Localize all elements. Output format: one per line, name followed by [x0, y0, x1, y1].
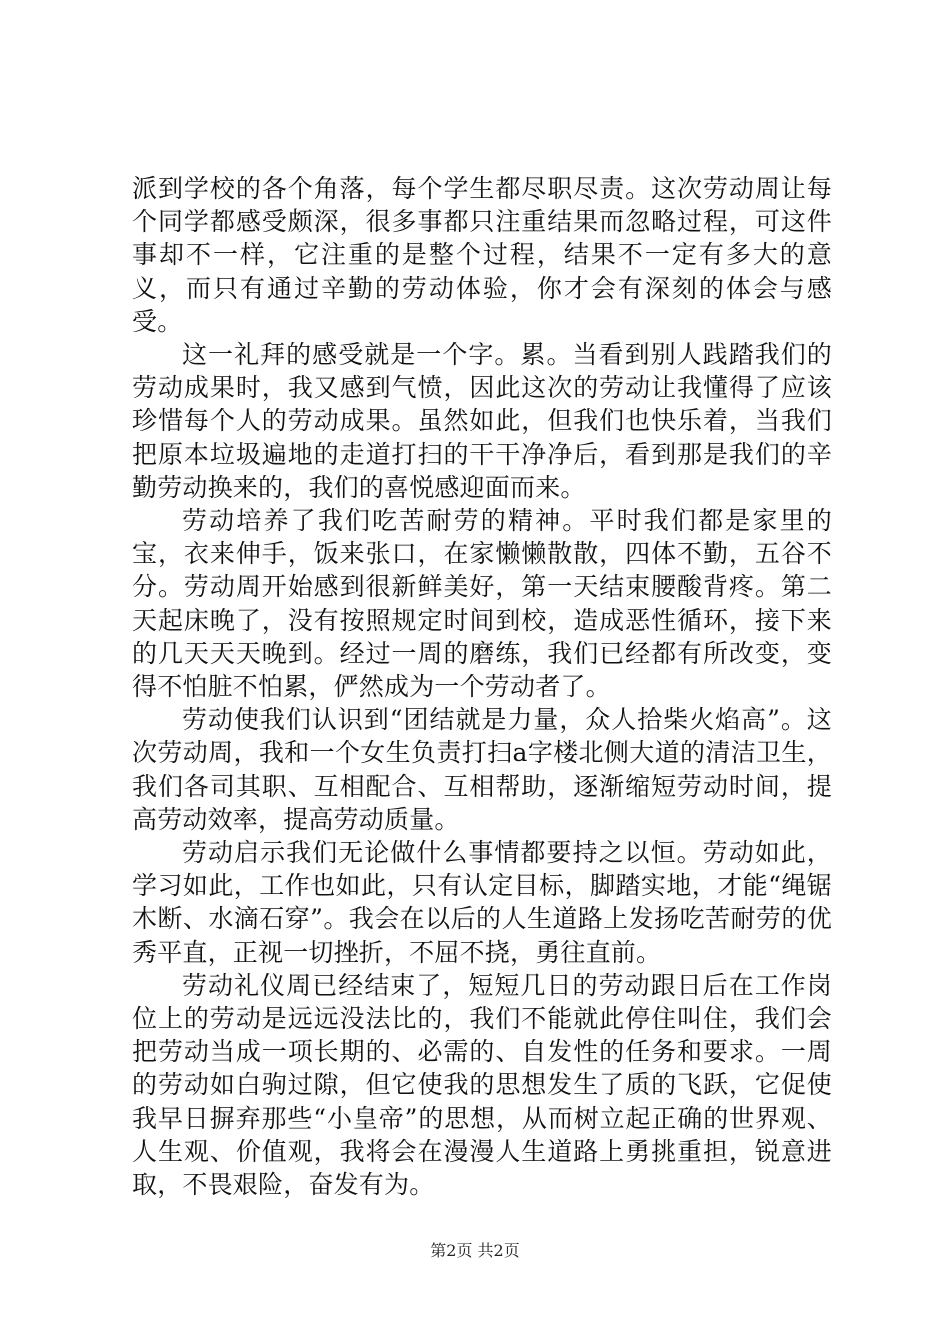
document-body [132, 172, 832, 1201]
page-number-footer: 第2页 共2页 [430, 1241, 520, 1260]
paragraph: 劳动培养了我们吃苦耐劳的精神。平时我们都是家里的宝，衣来伸手，饭来张口，在家懒懒散散，四体不勤，五谷不分。劳动周开始感到很新鲜美好，第一天结束腰酸背疼。第二天起床晚了，没有按照规定时间到校，造成恶性循环，接下来的几天天天晚到。经过一周的磨练，我们已经都有所改变，变得不怕脏不怕累，俨然成为一个劳动者了。 [132, 506, 832, 702]
paragraph: 劳动使我们认识到“团结就是力量，众人拾柴火焰高”。这次劳动周，我和一个女生负责打扫a字楼北侧大道的清洁卫生，我们各司其职、互相配合、互相帮助，逐渐缩短劳动时间，提高劳动效率，提高劳动质量。 [132, 705, 832, 834]
paragraph: 劳动礼仪周已经结束了，短短几日的劳动跟日后在工作岗位上的劳动是远远没法比的，我们不能就此停住叫住，我们会把劳动当成一项长期的、必需的、自发性的任务和要求。一周的劳动如白驹过隙，但它使我的思想发生了质的飞跃，它促使我早日摒弃那些“小皇帝”的思想，从而树立起正确的世界观、人生观、价值观，我将会在漫漫人生道路上勇挑重担，锐意进取，不畏艰险，奋发有为。 [132, 970, 832, 1200]
paragraph: 劳动启示我们无论做什么事情都要持之以恒。劳动如此，学习如此，工作也如此，只有认定目标，脚踏实地，才能“绳锯木断、水滴石穿”。我会在以后的人生道路上发扬吃苦耐劳的优秀平直，正视一切挫折，不屈不挠，勇往直前。 [132, 838, 832, 967]
paragraph: 派到学校的各个角落，每个学生都尽职尽责。这次劳动周让每个同学都感受颇深，很多事都只注重结果而忽略过程，可这件事却不一样，它注重的是整个过程，结果不一定有多大的意义，而只有通过辛勤的劳动体验，你才会有深刻的体会与感受。 [132, 174, 832, 336]
paragraph: 这一礼拜的感受就是一个字。累。当看到别人践踏我们的劳动成果时，我又感到气愤，因此这次的劳动让我懂得了应该珍惜每个人的劳动成果。虽然如此，但我们也快乐着，当我们把原本垃圾遍地的走道打扫的干干净净后，看到那是我们的辛勤劳动换来的，我们的喜悦感迎面而来。 [132, 340, 832, 502]
